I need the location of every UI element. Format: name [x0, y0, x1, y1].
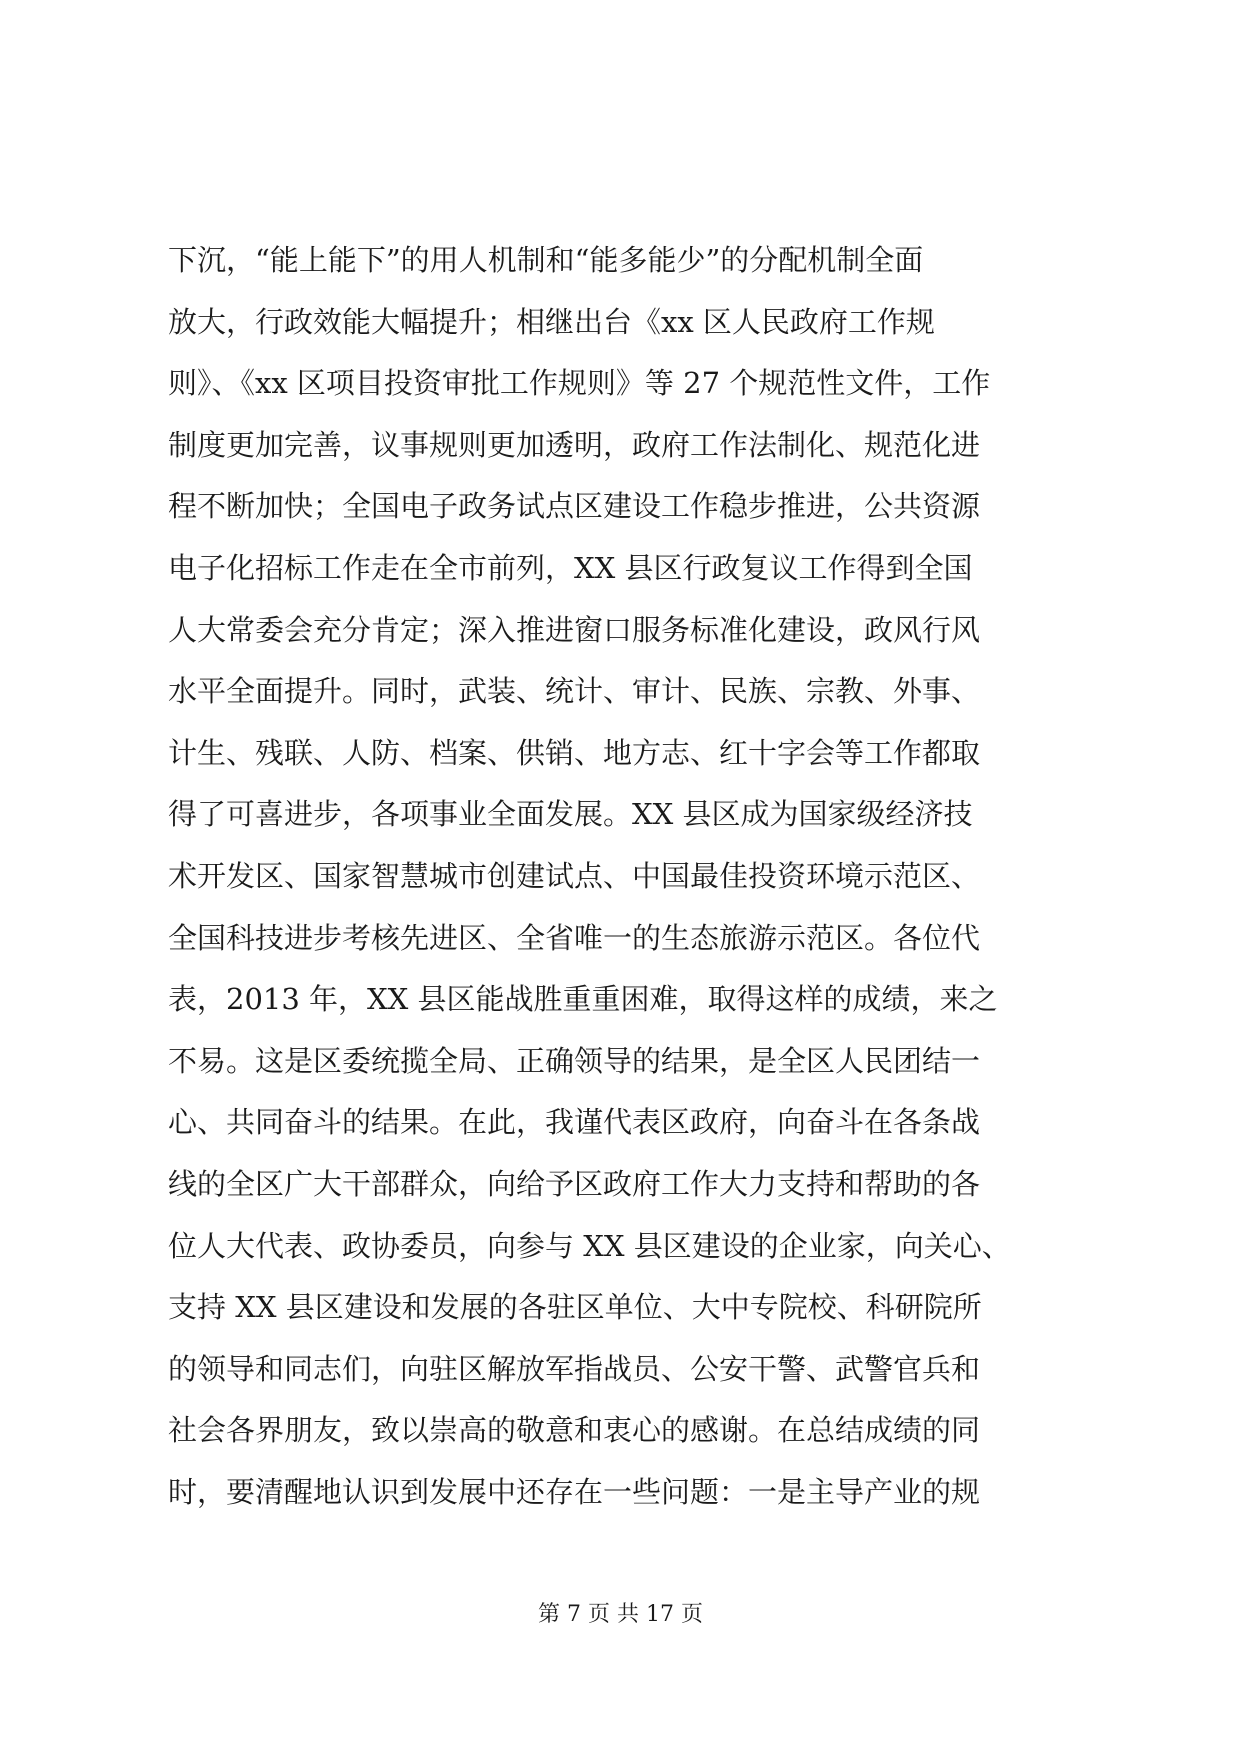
text-line-3: 则》、《xx 区项目投资审批工作规则》等 27 个规范性文件，工作 — [168, 366, 991, 401]
text-line-5: 程不断加快；全国电子政务试点区建设工作稳步推进，公共资源 — [168, 489, 981, 524]
body-text — [168, 230, 1080, 1523]
text-line-7: 人大常委会充分肯定；深入推进窗口服务标准化建设，政风行风 — [168, 612, 981, 647]
page-number-footer: 第 7 页 共 17 页 — [538, 1602, 703, 1627]
text-line-4: 制度更加完善，议事规则更加透明，政府工作法制化、规范化进 — [168, 427, 981, 462]
text-line-18: 支持 XX 县区建设和发展的各驻区单位、大中专院校、科研院所 — [168, 1290, 982, 1325]
text-line-2: 放大，行政效能大幅提升；相继出台《xx 区人民政府工作规 — [168, 304, 935, 339]
text-line-19: 的领导和同志们，向驻区解放军指战员、公安干警、武警官兵和 — [168, 1351, 981, 1386]
text-line-17: 位人大代表、政协委员，向参与 XX 县区建设的企业家，向关心、 — [168, 1228, 1011, 1263]
text-line-9: 计生、残联、人防、档案、供销、地方志、红十字会等工作都取 — [168, 735, 981, 770]
text-line-21: 时，要清醒地认识到发展中还存在一些问题：一是主导产业的规 — [168, 1474, 981, 1509]
text-line-16: 线的全区广大干部群众，向给予区政府工作大力支持和帮助的各 — [168, 1166, 981, 1201]
text-line-10: 得了可喜进步，各项事业全面发展。XX 县区成为国家级经济技 — [168, 797, 973, 832]
text-line-13: 表，2013 年，XX 县区能战胜重重困难，取得这样的成绩，来之 — [168, 982, 998, 1017]
text-line-15: 心、共同奋斗的结果。在此，我谨代表区政府，向奋斗在各条战 — [168, 1105, 981, 1140]
text-line-20: 社会各界朋友，致以崇高的敬意和衷心的感谢。在总结成绩的同 — [168, 1413, 981, 1448]
text-line-8: 水平全面提升。同时，武装、统计、审计、民族、宗教、外事、 — [168, 674, 981, 709]
text-line-6: 电子化招标工作走在全市前列，XX 县区行政复议工作得到全国 — [168, 550, 973, 585]
text-line-12: 全国科技进步考核先进区、全省唯一的生态旅游示范区。各位代 — [168, 920, 981, 955]
text-line-14: 不易。这是区委统揽全局、正确领导的结果，是全区人民团结一 — [168, 1043, 981, 1078]
text-line-1: 下沉，“能上能下”的用人机制和“能多能少”的分配机制全面 — [168, 243, 924, 277]
text-line-11: 术开发区、国家智慧城市创建试点、中国最佳投资环境示范区、 — [168, 858, 981, 893]
